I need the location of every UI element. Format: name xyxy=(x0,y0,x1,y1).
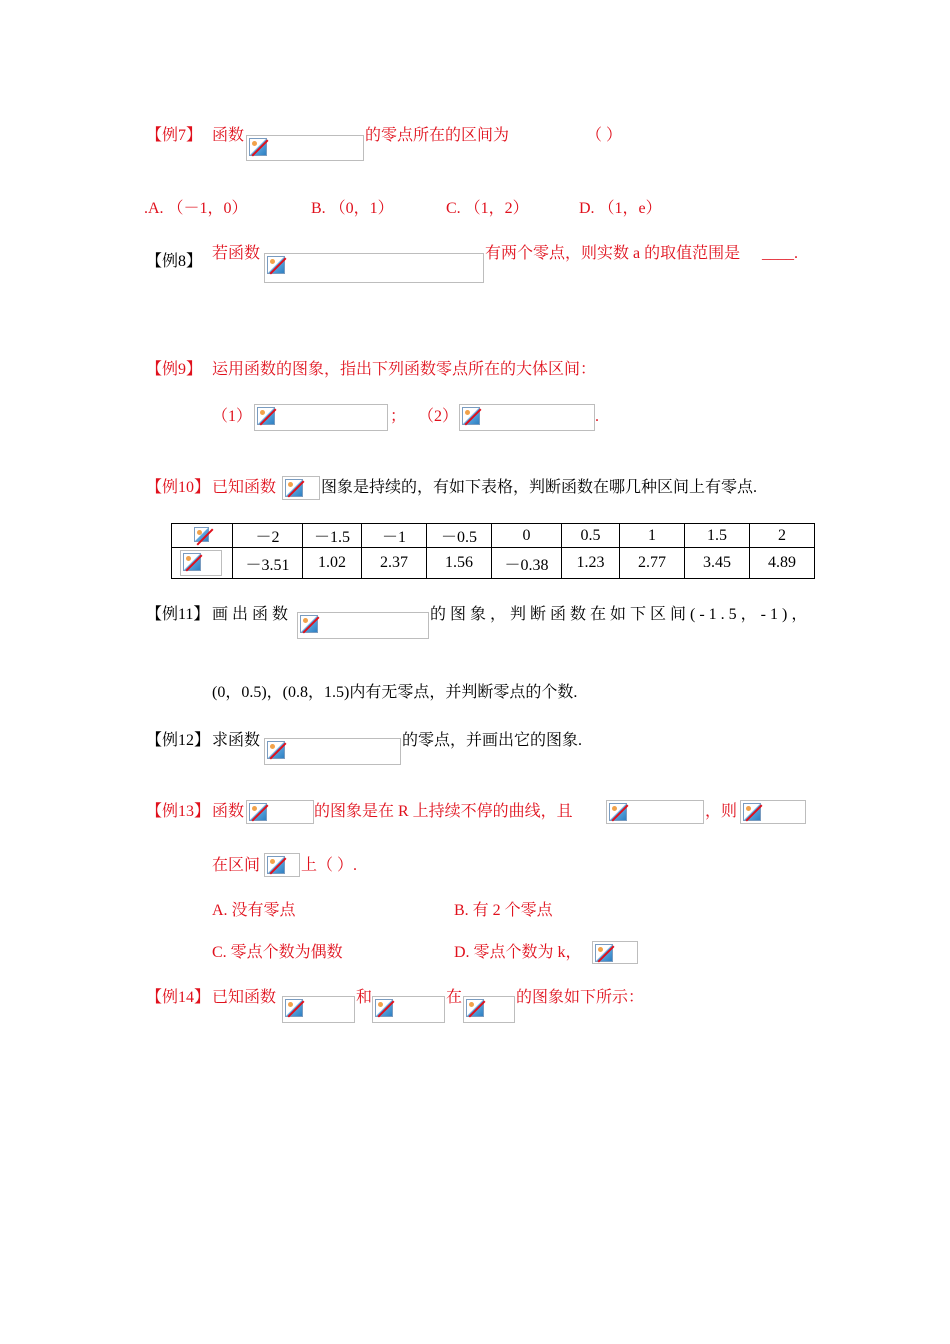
example-10-text: 已知函数 xyxy=(212,479,277,496)
formula-image xyxy=(264,853,300,877)
example-13-text: ，则 xyxy=(705,803,738,820)
answer-blank: ____. xyxy=(762,245,798,262)
example-13-label: 【例13】 xyxy=(146,803,211,820)
example-7-label: 【例7】 xyxy=(146,127,203,144)
table-cell: 3.45 xyxy=(685,548,750,579)
table-row xyxy=(172,524,815,548)
broken-image-icon xyxy=(285,479,303,497)
formula-image xyxy=(264,738,401,765)
value-table xyxy=(171,523,815,579)
table-cell: 2.77 xyxy=(620,548,685,579)
separator: ； xyxy=(390,408,407,425)
example-7-text: 函数 xyxy=(212,127,245,144)
table-cell: －3.51 xyxy=(233,548,303,579)
example-13-text: 在区间 xyxy=(212,857,261,874)
example-11-text: 的图象，判断函数在如下区间(-1.5，-1)， xyxy=(430,606,812,623)
broken-image-icon xyxy=(267,256,285,274)
table-header-cell xyxy=(172,524,233,548)
example-12-label: 【例12】 xyxy=(146,732,211,749)
formula-image xyxy=(180,550,222,576)
formula-image xyxy=(194,527,210,543)
example-10-text: 图象是持续的，有如下表格，判断函数在哪几种区间上有零点. xyxy=(321,479,758,496)
broken-image-icon xyxy=(285,999,303,1017)
example-14-text: 和 xyxy=(356,989,373,1006)
example-13-text: 上（ ）. xyxy=(301,857,358,874)
broken-image-icon xyxy=(743,803,761,821)
broken-image-icon xyxy=(194,527,209,542)
formula-image xyxy=(282,476,320,500)
broken-image-icon xyxy=(300,615,318,633)
option-b: B. （0，1） xyxy=(311,200,394,217)
table-row xyxy=(172,548,815,579)
broken-image-icon xyxy=(257,407,275,425)
table-cell: 2 xyxy=(750,524,815,548)
option-d: D. （1，e） xyxy=(579,200,662,217)
option-c: C. 零点个数为偶数 xyxy=(212,944,343,961)
option-a: .A. （－1，0） xyxy=(144,200,248,217)
example-12-text: 求函数 xyxy=(212,732,261,749)
table-cell: －1.5 xyxy=(303,524,362,548)
formula-image xyxy=(592,941,638,964)
table-cell: 4.89 xyxy=(750,548,815,579)
broken-image-icon xyxy=(267,741,285,759)
formula-image xyxy=(463,996,515,1023)
broken-image-icon xyxy=(249,803,267,821)
broken-image-icon xyxy=(375,999,393,1017)
example-8-text: 若函数 xyxy=(212,245,261,262)
example-14-label: 【例14】 xyxy=(146,989,211,1006)
table-cell: －1 xyxy=(362,524,427,548)
broken-image-icon xyxy=(249,138,267,156)
example-13-text: 函数 xyxy=(212,803,245,820)
example-14-text: 已知函数 xyxy=(212,989,277,1006)
formula-image xyxy=(740,800,806,824)
example-8-text: 有两个零点，则实数 a 的取值范围是 xyxy=(485,245,741,262)
formula-image xyxy=(372,996,445,1023)
table-cell: 1.02 xyxy=(303,548,362,579)
table-cell: 1.5 xyxy=(685,524,750,548)
broken-image-icon xyxy=(462,407,480,425)
formula-image xyxy=(606,800,704,824)
formula-image xyxy=(297,612,429,639)
option-c: C. （1，2） xyxy=(446,200,529,217)
example-11-text: 画出函数 xyxy=(212,606,293,623)
option-d: D. 零点个数为 k， xyxy=(454,944,582,961)
example-7-text: 的零点所在的区间为 xyxy=(365,127,510,144)
table-cell: 1.56 xyxy=(427,548,492,579)
answer-paren: （ ） xyxy=(586,127,623,144)
table-cell: 1.23 xyxy=(562,548,620,579)
example-8-label: 【例8】 xyxy=(146,253,203,270)
broken-image-icon xyxy=(466,999,484,1017)
formula-image xyxy=(459,404,595,431)
example-9-text: 运用函数的图象，指出下列函数零点所在的大体区间： xyxy=(212,361,597,378)
table-cell: 1 xyxy=(620,524,685,548)
table-cell: －0.38 xyxy=(492,548,562,579)
broken-image-icon xyxy=(267,856,285,874)
sub-item-1: （1） xyxy=(212,408,253,425)
table-cell: －0.5 xyxy=(427,524,492,548)
sub-item-2: （2） xyxy=(418,408,459,425)
example-10-label: 【例10】 xyxy=(146,479,211,496)
option-a: A. 没有零点 xyxy=(212,902,296,919)
formula-image xyxy=(264,253,484,283)
broken-image-icon xyxy=(183,553,201,571)
option-b: B. 有 2 个零点 xyxy=(454,902,553,919)
period: . xyxy=(595,408,599,425)
formula-image xyxy=(282,996,355,1023)
formula-image xyxy=(246,135,364,161)
table-cell: 0.5 xyxy=(562,524,620,548)
example-11-label: 【例11】 xyxy=(146,606,210,623)
example-12-text: 的零点，并画出它的图象. xyxy=(402,732,583,749)
formula-image xyxy=(254,404,388,431)
formula-image xyxy=(246,800,314,824)
example-9-label: 【例9】 xyxy=(146,361,203,378)
example-14-text: 的图象如下所示： xyxy=(516,989,645,1006)
table-header-cell xyxy=(172,548,233,579)
example-13-text: 的图象是在 R 上持续不停的曲线，且 xyxy=(314,803,573,820)
table-cell: 2.37 xyxy=(362,548,427,579)
table-cell: 0 xyxy=(492,524,562,548)
table-cell: －2 xyxy=(233,524,303,548)
example-14-text: 在 xyxy=(446,989,463,1006)
broken-image-icon xyxy=(609,803,627,821)
example-11-text: (0，0.5)，(0.8，1.5)内有无零点，并判断零点的个数. xyxy=(212,684,578,701)
broken-image-icon xyxy=(595,944,613,962)
